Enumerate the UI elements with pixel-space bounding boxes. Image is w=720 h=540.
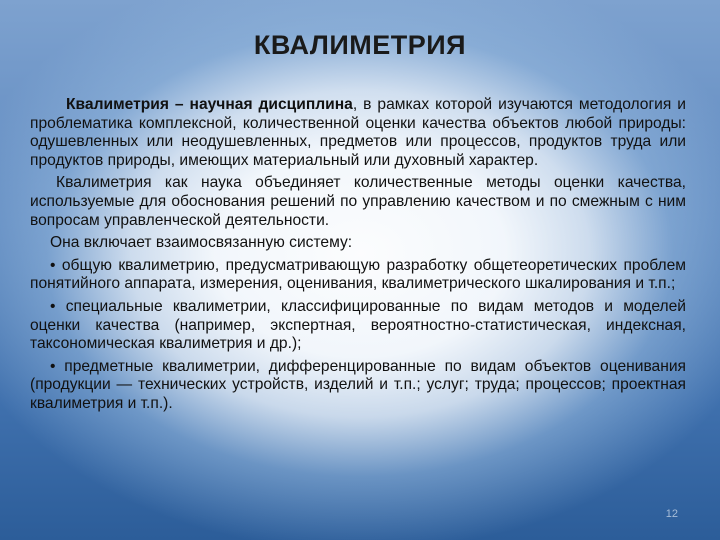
bullet-general-qualimetry: • общую квалиметрию, предусматривающую разработку общетеоретических проблем понятийного аппарата, измерения, оценивания, квалиметрического шкалирования и т.п.; xyxy=(30,256,686,293)
science-paragraph: Квалиметрия как наука объединяет количественные методы оценки качества, используемые для обоснования решений по управлению качеством и по смежным с ним вопросам управленческой деятельности. xyxy=(30,174,686,229)
definition-term: Квалиметрия – научная дисциплина xyxy=(66,96,353,113)
system-intro-paragraph: Она включает взаимосвязанную систему: xyxy=(50,234,353,252)
slide-body xyxy=(30,96,686,418)
bullet-subject-qualimetry: • предметные квалиметрии, дифференцированные по видам объектов оценивания (продукции — технических устройств, изделий и т.п.; услуг; труда; процессов; проектная квалиметрия и т.п.). xyxy=(30,357,686,412)
definition-paragraph xyxy=(30,96,686,170)
definition-text: , в рамках которой изучаются методология и проблематика комплексной, количественной оценки качества объектов любой природы: одушевленных или неодушевленных, предметов или процессов, продуктов труда или продуктов природы, имеющих материальный или духовный характер. xyxy=(30,96,686,169)
slide-title: КВАЛИМЕТРИЯ xyxy=(253,30,467,60)
page-number: 12 xyxy=(665,508,678,520)
bullet-special-qualimetry: • специальные квалиметрии, классифицированные по видам методов и моделей оценки качества (например, экспертная, вероятностно-статистическая, индексная, таксономическая квалиметрия и др.); xyxy=(30,297,686,353)
